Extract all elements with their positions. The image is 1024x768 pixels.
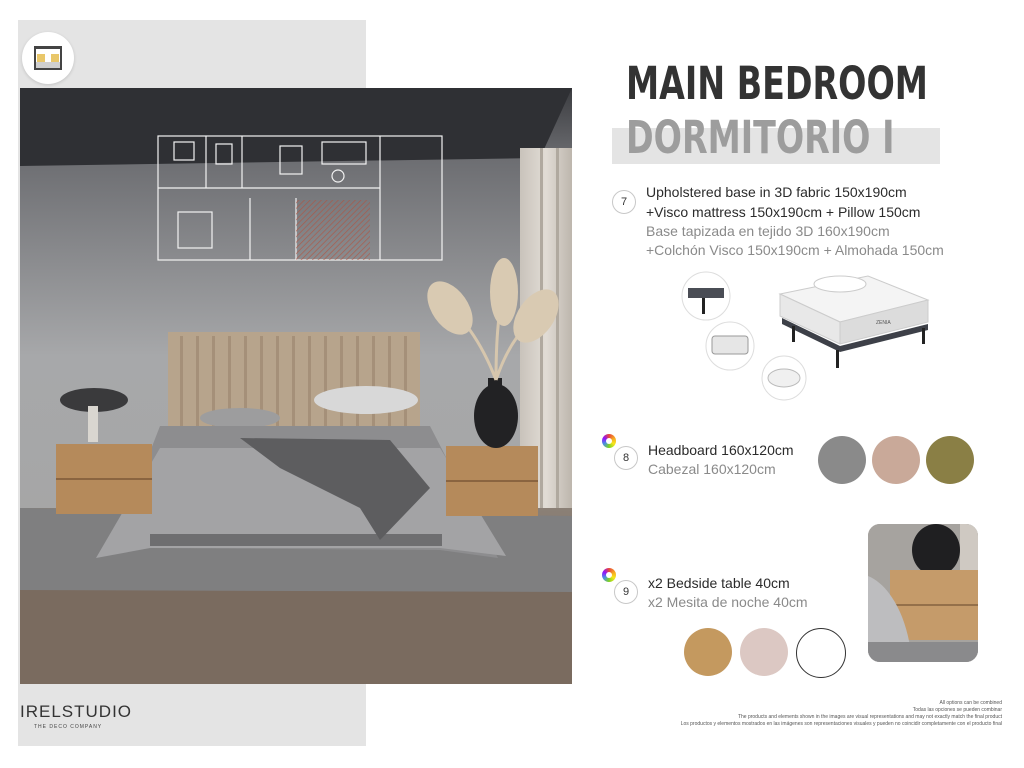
page-title: MAIN BEDROOM [626, 57, 928, 110]
headboard-swatch-olive[interactable] [926, 436, 974, 484]
item-7-es-line-1: Base tapizada en tejido 3D 160x190cm [646, 223, 890, 239]
disclaimer-line: Los productos y elementos mostrados en las imágenes son representaciones visuales y pueden no coincidir completamente con el producto final [680, 721, 1002, 727]
bedside-swatch-oak[interactable] [684, 628, 732, 676]
item-number-7: 7 [612, 190, 636, 214]
headboard-swatch-pink[interactable] [872, 436, 920, 484]
mattress-base-product-image [680, 270, 940, 402]
item-7-en-line-1: Upholstered base in 3D fabric 150x190cm [646, 184, 907, 200]
item-9-es-line-1: x2 Mesita de noche 40cm [648, 594, 808, 610]
color-wheel-icon [602, 434, 616, 448]
disclaimer-line: Todas las opciones se pueden combinar [912, 707, 1002, 713]
item-8-es-line-1: Cabezal 160x120cm [648, 461, 776, 477]
disclaimer [681, 700, 1002, 728]
item-8-en-line-1: Headboard 160x120cm [648, 442, 794, 458]
bed-icon [22, 32, 74, 84]
bedroom-illustration [20, 88, 572, 684]
headboard-swatch-grey[interactable] [818, 436, 866, 484]
color-wheel-icon [602, 568, 616, 582]
item-7-en-line-2: +Visco mattress 150x190cm + Pillow 150cm [646, 204, 921, 220]
brand-tagline: THE DECO COMPANY [34, 724, 103, 730]
bedside-swatch-white[interactable] [796, 628, 846, 678]
disclaimer-line: The products and elements shown in the images are visual representations and may not exactly match the final product [737, 714, 1002, 720]
item-7-es-line-2: +Colchón Visco 150x190cm + Almohada 150cm [646, 242, 944, 258]
product-label: ZENIA [876, 320, 891, 326]
bedroom-photo [20, 88, 572, 684]
bedside-swatch-pink[interactable] [740, 628, 788, 676]
page-subtitle: DORMITORIO I [626, 111, 895, 164]
brand-logo [20, 702, 132, 730]
item-number-8: 8 [614, 446, 638, 470]
disclaimer-line: All options can be combined [939, 700, 1002, 706]
bedside-detail-photo [868, 524, 978, 662]
floorplan-highlight [296, 200, 370, 260]
item-9-en-line-1: x2 Bedside table 40cm [648, 575, 790, 591]
item-number-9: 9 [614, 580, 638, 604]
brand-name: IRELSTUDIO [20, 702, 133, 721]
room-icon-badge [22, 32, 74, 84]
